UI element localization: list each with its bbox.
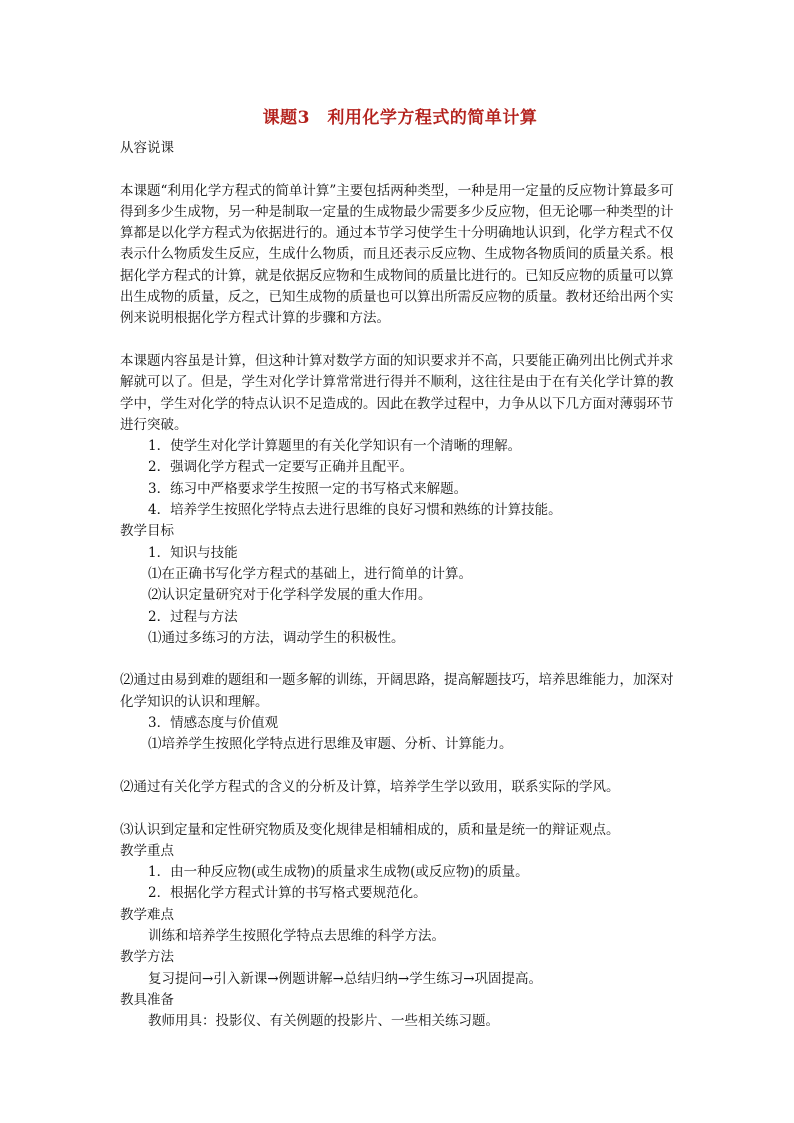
document-body xyxy=(120,106,680,1032)
paragraph: 教师用具：投影仪、有关例题的投影片、一些相关练习题。 xyxy=(148,1013,499,1030)
paragraph: 2．过程与方法 xyxy=(148,608,238,625)
blank-line xyxy=(120,159,680,180)
paragraph: 教具准备 xyxy=(120,991,174,1008)
paragraph: 3．练习中严格要求学生按照一定的书写格式来解题。 xyxy=(148,480,468,497)
blank-line xyxy=(120,330,680,351)
paragraph: 教学方法 xyxy=(120,949,174,966)
blank-line xyxy=(120,798,680,819)
paragraph: 复习提问→引入新课→例题讲解→总结归纳→学生练习→巩固提高。 xyxy=(148,970,543,987)
paragraph: ⑴通过多练习的方法，调动学生的积极性。 xyxy=(148,629,405,646)
paragraph: 训练和培养学生按照化学特点去思维的科学方法。 xyxy=(148,927,445,944)
paragraph: 从容说课 xyxy=(120,140,174,156)
paragraph: 1．使学生对化学计算题里的有关化学知识有一个清晰的理解。 xyxy=(148,438,522,455)
paragraph: ⑴在正确书写化学方程式的基础上，进行简单的计算。 xyxy=(148,565,472,582)
paragraph: 教学目标 xyxy=(120,523,174,540)
paragraph: ⑵通过由易到难的题组和一题多解的训练，开阔思路，提高解题技巧，培养思维能力，加深对化学知识的认识和理解。 xyxy=(120,672,674,710)
paragraph: 教学重点 xyxy=(120,842,174,859)
paragraph: 1．由一种反应物(或生成物)的质量求生成物(或反应物)的质量。 xyxy=(148,864,529,881)
blank-line xyxy=(120,649,680,670)
paragraph: 本课题“利用化学方程式的简单计算”主要包括两种类型，一种是用一定量的反应物计算最多可得到多少生成物，另一种是制取一定量的生成物最少需要多少反应物，但无论哪一种类型的计算都是以化学方程式为依据进行的。通过本节学习使学生十分明确地认识到，化学方程式不仅表示什么物质发生反应，生成什么物质，而且还表示反应物、生成物各物质间的质量关系。根据化学方程式的计算，就是依据反应物和生成物间的质量比进行的。已知反应物的质量可以算出生成物的质量，反之，已知生成物的质量也可以算出所需反应物的质量。教材还给出两个实例来说明根据化学方程式计算的步骤和方法。 xyxy=(120,182,674,327)
paragraph: 1．知识与技能 xyxy=(148,544,238,561)
document-paragraphs xyxy=(120,138,680,1032)
paragraph: ⑵认识定量研究对于化学科学发展的重大作用。 xyxy=(148,587,432,604)
paragraph: ⑶认识到定量和定性研究物质及变化规律是相辅相成的，质和量是统一的辩证观点。 xyxy=(120,821,620,838)
paragraph: 3．情感态度与价值观 xyxy=(148,715,279,732)
paragraph: 2．强调化学方程式一定要写正确并且配平。 xyxy=(148,459,414,476)
paragraph: 4．培养学生按照化学特点去进行思维的良好习惯和熟练的计算技能。 xyxy=(148,502,562,519)
paragraph: ⑵通过有关化学方程式的含义的分析及计算，培养学生学以致用，联系实际的学风。 xyxy=(120,778,620,795)
paragraph: 教学难点 xyxy=(120,906,174,923)
paragraph: 2．根据化学方程式计算的书写格式要规范化。 xyxy=(148,885,427,902)
blank-line xyxy=(120,756,680,777)
paragraph: 本课题内容虽是计算，但这种计算对数学方面的知识要求并不高，只要能正确列出比例式并求解就可以了。但是，学生对化学计算常常进行得并不顺利，这往往是由于在有关化学计算的教学中，学生对化学的特点认识不足造成的。因此在教学过程中，力争从以下几方面对薄弱环节进行突破。 xyxy=(120,352,674,433)
paragraph: ⑴培养学生按照化学特点进行思维及审题、分析、计算能力。 xyxy=(148,736,513,753)
document-title: 课题3 利用化学方程式的简单计算 xyxy=(262,108,538,128)
